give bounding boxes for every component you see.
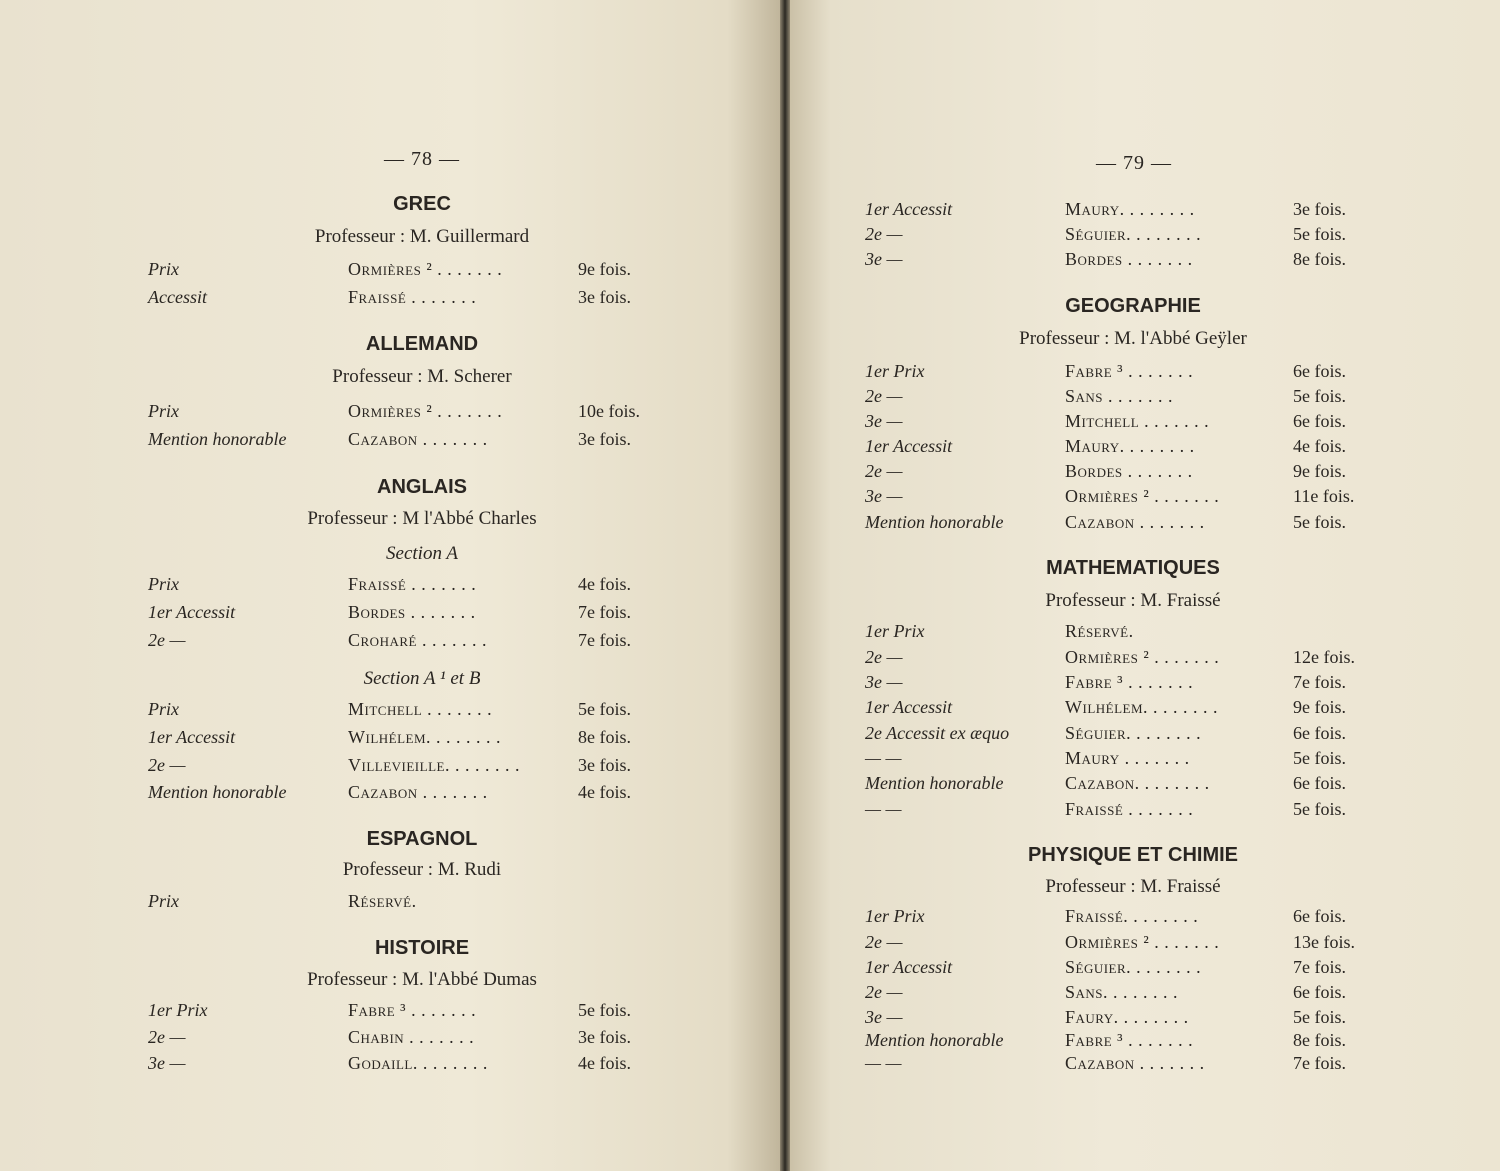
student-name: Fabre ³ . . . . . . .: [1065, 672, 1194, 692]
table-row: [788, 773, 1500, 797]
rank-label: 3e —: [148, 1053, 186, 1073]
rank-label: 2e —: [865, 386, 903, 406]
student-name: Maury. . . . . . . .: [1065, 436, 1195, 456]
table-row: [788, 621, 1500, 645]
rank-label: 3e —: [865, 411, 903, 431]
page-number: — 79 —: [1096, 152, 1172, 174]
award-count: 7e fois.: [1293, 1053, 1346, 1073]
award-count: 5e fois.: [1293, 386, 1346, 406]
student-name: Mitchell . . . . . . .: [348, 699, 493, 719]
student-name: Séguier. . . . . . . .: [1065, 723, 1202, 743]
award-count: 10e fois.: [578, 401, 640, 421]
student-name: Cazabon . . . . . . .: [1065, 512, 1205, 532]
award-count: 3e fois.: [578, 1027, 631, 1047]
table-row: [788, 748, 1500, 772]
student-name: Croharé . . . . . . .: [348, 630, 487, 650]
award-count: 5e fois.: [1293, 512, 1346, 532]
right-page: [788, 0, 1500, 1171]
award-count: 11e fois.: [1293, 486, 1355, 506]
award-count: 4e fois.: [578, 574, 631, 594]
rank-label: 2e —: [865, 982, 903, 1002]
table-row: [788, 411, 1500, 435]
table-row: [0, 429, 782, 453]
section-title: GEOGRAPHIE: [1065, 295, 1201, 317]
table-row: [788, 672, 1500, 696]
award-count: 3e fois.: [578, 755, 631, 775]
student-name: Bordes . . . . . . .: [1065, 461, 1193, 481]
section-title: ALLEMAND: [365, 333, 479, 355]
professor-line: Professeur : M. Rudi: [342, 859, 502, 880]
page-number: — 78 —: [384, 148, 460, 170]
student-name: Cazabon . . . . . . .: [1065, 1053, 1205, 1073]
award-count: 3e fois.: [1293, 199, 1346, 219]
rank-label: — —: [865, 1053, 902, 1073]
award-count: 5e fois.: [578, 699, 631, 719]
award-count: 4e fois.: [578, 782, 631, 802]
professor-line: Professeur : M. l'Abbé Dumas: [307, 969, 537, 990]
table-row: [788, 799, 1500, 823]
award-count: 7e fois.: [1293, 672, 1346, 692]
table-row: [788, 957, 1500, 981]
table-row: [788, 1053, 1500, 1077]
student-name: Séguier. . . . . . . .: [1065, 957, 1202, 977]
student-name: Fraissé. . . . . . . .: [1065, 906, 1199, 926]
student-name: Faury. . . . . . . .: [1065, 1007, 1189, 1027]
rank-label: Mention honorable: [148, 429, 287, 449]
table-row: [0, 602, 782, 626]
section-title: ESPAGNOL: [366, 828, 478, 850]
section-title: MATHEMATIQUES: [1046, 557, 1220, 579]
award-count: 5e fois.: [1293, 224, 1346, 244]
rank-label: 2e —: [148, 1027, 186, 1047]
table-row: [788, 199, 1500, 223]
award-count: 8e fois.: [578, 727, 631, 747]
student-name: Ormières ² . . . . . . .: [1065, 647, 1220, 667]
award-count: 6e fois.: [1293, 906, 1346, 926]
professor-line: Professeur : M. Guillermard: [314, 226, 530, 247]
rank-label: Mention honorable: [865, 773, 1004, 793]
professor-line: Professeur : M. l'Abbé Geÿler: [1019, 328, 1247, 349]
section-title: ANGLAIS: [377, 476, 467, 498]
table-row: [0, 891, 782, 915]
student-name: Chabin . . . . . . .: [348, 1027, 475, 1047]
award-count: 6e fois.: [1293, 773, 1346, 793]
book-gutter: [780, 0, 790, 1171]
rank-label: 2e —: [865, 224, 903, 244]
section-title: HISTOIRE: [374, 937, 470, 959]
student-name: Séguier. . . . . . . .: [1065, 224, 1202, 244]
table-row: [0, 1027, 782, 1051]
student-name: Ormières ² . . . . . . .: [348, 401, 503, 421]
table-row: [788, 436, 1500, 460]
rank-label: 3e —: [865, 1007, 903, 1027]
award-count: 7e fois.: [578, 602, 631, 622]
table-row: [788, 982, 1500, 1006]
table-row: [0, 574, 782, 598]
student-name: Bordes . . . . . . .: [1065, 249, 1193, 269]
student-name: Réservé.: [1065, 621, 1134, 641]
student-name: Mitchell . . . . . . .: [1065, 411, 1210, 431]
rank-label: 2e Accessit ex æquo: [865, 723, 1010, 743]
rank-label: 2e —: [148, 755, 186, 775]
rank-label: 2e —: [148, 630, 186, 650]
rank-label: Mention honorable: [865, 512, 1004, 532]
rank-label: 1er Accessit: [865, 199, 953, 219]
student-name: Maury . . . . . . .: [1065, 748, 1190, 768]
award-count: 6e fois.: [1293, 982, 1346, 1002]
rank-label: 1er Prix: [865, 621, 925, 641]
table-row: [788, 723, 1500, 747]
rank-label: Prix: [148, 891, 179, 911]
table-row: [788, 486, 1500, 510]
table-row: [0, 755, 782, 779]
award-count: 6e fois.: [1293, 723, 1346, 743]
rank-label: 1er Prix: [148, 1000, 208, 1020]
rank-label: Mention honorable: [865, 1030, 1004, 1050]
rank-label: Prix: [148, 699, 179, 719]
student-name: Godaill. . . . . . . .: [348, 1053, 488, 1073]
table-row: [788, 361, 1500, 385]
table-row: [0, 727, 782, 751]
award-count: 6e fois.: [1293, 361, 1346, 381]
rank-label: 1er Accessit: [865, 957, 953, 977]
rank-label: 3e —: [865, 486, 903, 506]
rank-label: 2e —: [865, 932, 903, 952]
rank-label: 1er Prix: [865, 361, 925, 381]
table-row: [788, 512, 1500, 536]
award-count: 6e fois.: [1293, 411, 1346, 431]
rank-label: 3e —: [865, 249, 903, 269]
student-name: Maury. . . . . . . .: [1065, 199, 1195, 219]
student-name: Ormières ² . . . . . . .: [1065, 932, 1220, 952]
professor-line: Professeur : M. Scherer: [332, 366, 512, 387]
rank-label: 1er Accessit: [865, 436, 953, 456]
rank-label: 1er Accessit: [148, 727, 236, 747]
award-count: 8e fois.: [1293, 1030, 1346, 1050]
section-title: PHYSIQUE ET CHIMIE: [1027, 844, 1239, 866]
rank-label: Accessit: [148, 287, 207, 307]
table-row: [788, 1030, 1500, 1054]
table-row: [788, 461, 1500, 485]
professor-line: Professeur : M. Fraissé: [1045, 876, 1221, 897]
student-name: Fraissé . . . . . . .: [348, 287, 477, 307]
subsection-label: Section A ¹ et B: [363, 668, 481, 689]
professor-line: Professeur : M. Fraissé: [1045, 590, 1221, 611]
table-row: [0, 699, 782, 723]
award-count: 7e fois.: [1293, 957, 1346, 977]
award-count: 5e fois.: [1293, 1007, 1346, 1027]
award-count: 9e fois.: [1293, 461, 1346, 481]
student-name: Ormières ² . . . . . . .: [348, 259, 503, 279]
rank-label: — —: [865, 748, 902, 768]
student-name: Wilhélem. . . . . . . .: [348, 727, 502, 747]
student-name: Cazabon . . . . . . .: [348, 429, 488, 449]
student-name: Fraissé . . . . . . .: [348, 574, 477, 594]
rank-label: 3e —: [865, 672, 903, 692]
table-row: [0, 630, 782, 654]
table-row: [0, 1000, 782, 1024]
student-name: Ormières ² . . . . . . .: [1065, 486, 1220, 506]
award-count: 12e fois.: [1293, 647, 1355, 667]
table-row: [788, 697, 1500, 721]
award-count: 4e fois.: [1293, 436, 1346, 456]
table-row: [0, 401, 782, 425]
award-count: 5e fois.: [1293, 799, 1346, 819]
table-row: [788, 249, 1500, 273]
table-row: [0, 259, 782, 283]
rank-label: 2e —: [865, 647, 903, 667]
table-row: [788, 224, 1500, 248]
student-name: Cazabon . . . . . . .: [348, 782, 488, 802]
student-name: Réservé.: [348, 891, 417, 911]
student-name: Bordes . . . . . . .: [348, 602, 476, 622]
section-title: GREC: [393, 193, 451, 215]
student-name: Fabre ³ . . . . . . .: [1065, 361, 1194, 381]
award-count: 8e fois.: [1293, 249, 1346, 269]
table-row: [788, 906, 1500, 930]
student-name: Fabre ³ . . . . . . .: [1065, 1030, 1194, 1050]
student-name: Wilhélem. . . . . . . .: [1065, 697, 1219, 717]
table-row: [788, 386, 1500, 410]
table-row: [0, 782, 782, 806]
table-row: [788, 647, 1500, 671]
award-count: 5e fois.: [578, 1000, 631, 1020]
award-count: 13e fois.: [1293, 932, 1355, 952]
rank-label: 1er Accessit: [865, 697, 953, 717]
student-name: Sans. . . . . . . .: [1065, 982, 1179, 1002]
student-name: Fabre ³ . . . . . . .: [348, 1000, 477, 1020]
rank-label: — —: [865, 799, 902, 819]
rank-label: Prix: [148, 401, 179, 421]
student-name: Villevieille. . . . . . . .: [348, 755, 520, 775]
table-row: [788, 1007, 1500, 1031]
award-count: 7e fois.: [578, 630, 631, 650]
professor-line: Professeur : M l'Abbé Charles: [307, 508, 537, 529]
student-name: Sans . . . . . . .: [1065, 386, 1174, 406]
rank-label: Prix: [148, 574, 179, 594]
rank-label: 1er Prix: [865, 906, 925, 926]
award-count: 9e fois.: [578, 259, 631, 279]
rank-label: 2e —: [865, 461, 903, 481]
student-name: Cazabon. . . . . . . .: [1065, 773, 1210, 793]
rank-label: Prix: [148, 259, 179, 279]
award-count: 5e fois.: [1293, 748, 1346, 768]
table-row: [0, 1053, 782, 1077]
award-count: 9e fois.: [1293, 697, 1346, 717]
award-count: 3e fois.: [578, 287, 631, 307]
table-row: [0, 287, 782, 311]
subsection-label: Section A: [386, 543, 458, 564]
table-row: [788, 932, 1500, 956]
rank-label: 1er Accessit: [148, 602, 236, 622]
award-count: 4e fois.: [578, 1053, 631, 1073]
award-count: 3e fois.: [578, 429, 631, 449]
rank-label: Mention honorable: [148, 782, 287, 802]
student-name: Fraissé . . . . . . .: [1065, 799, 1194, 819]
